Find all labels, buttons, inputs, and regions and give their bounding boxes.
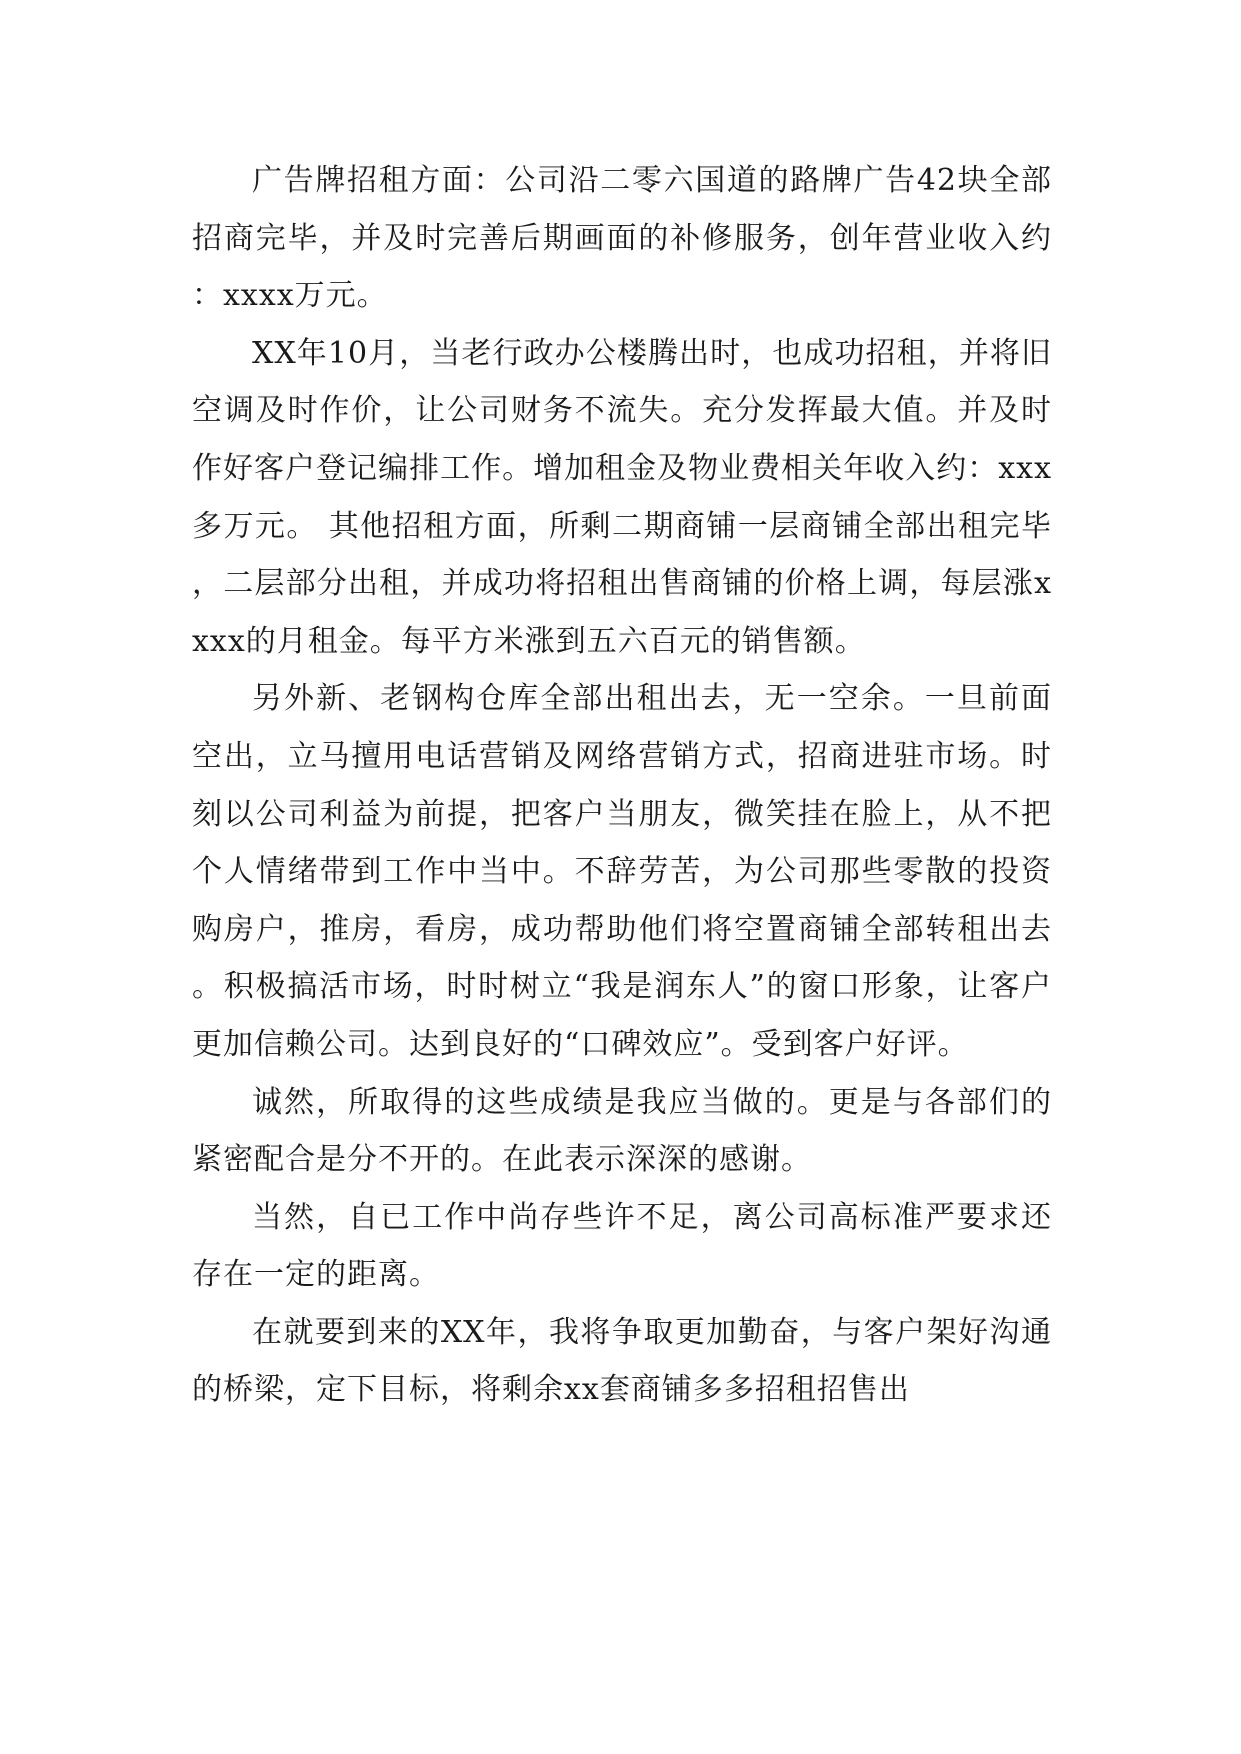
paragraph-billboard-leasing: 广告牌招租方面：公司沿二零六国道的路牌广告42块全部招商完毕，并及时完善后期画面的补修服务，创年营业收入约：xxxx万元。	[192, 163, 1052, 314]
document-body	[192, 152, 1052, 1419]
paragraph-office-leasing: XX年10月，当老行政办公楼腾出时，也成功招租，并将旧空调及时作价，让公司财务不流失。充分发挥最大值。并及时作好客户登记编排工作。增加租金及物业费相关年收入约：xxx多万元。 其他招租方面，所剩二期商铺一层商铺全部出租完毕，二层部分出租，并成功将招租出售商铺的价格上调，每层涨xxxx的月租金。每平方米涨到五六百元的销售额。	[192, 335, 1052, 659]
paragraph-shortcomings: 当然，自已工作中尚存些许不足，离公司高标准严要求还存在一定的距离。	[192, 1199, 1052, 1293]
paragraph-warehouse-leasing: 另外新、老钢构仓库全部出租出去，无一空余。一旦前面空出，立马擅用电话营销及网络营销方式，招商进驻市场。时刻以公司利益为前提，把客户当朋友，微笑挂在脸上，从不把个人情绪带到工作中当中。不辞劳苦，为公司那些零散的投资购房户，推房，看房，成功帮助他们将空置商铺全部转租出去。积极搞活市场，时时树立“我是润东人”的窗口形象，让客户更加信赖公司。达到良好的“口碑效应”。受到客户好评。	[192, 681, 1052, 1062]
paragraph-next-year-plan: 在就要到来的XX年，我将争取更加勤奋，与客户架好沟通的桥梁，定下目标，将剩余xx套商铺多多招租招售出	[192, 1314, 1052, 1408]
paragraph-acknowledgement: 诚然，所取得的这些成绩是我应当做的。更是与各部们的紧密配合是分不开的。在此表示深深的感谢。	[192, 1084, 1052, 1178]
